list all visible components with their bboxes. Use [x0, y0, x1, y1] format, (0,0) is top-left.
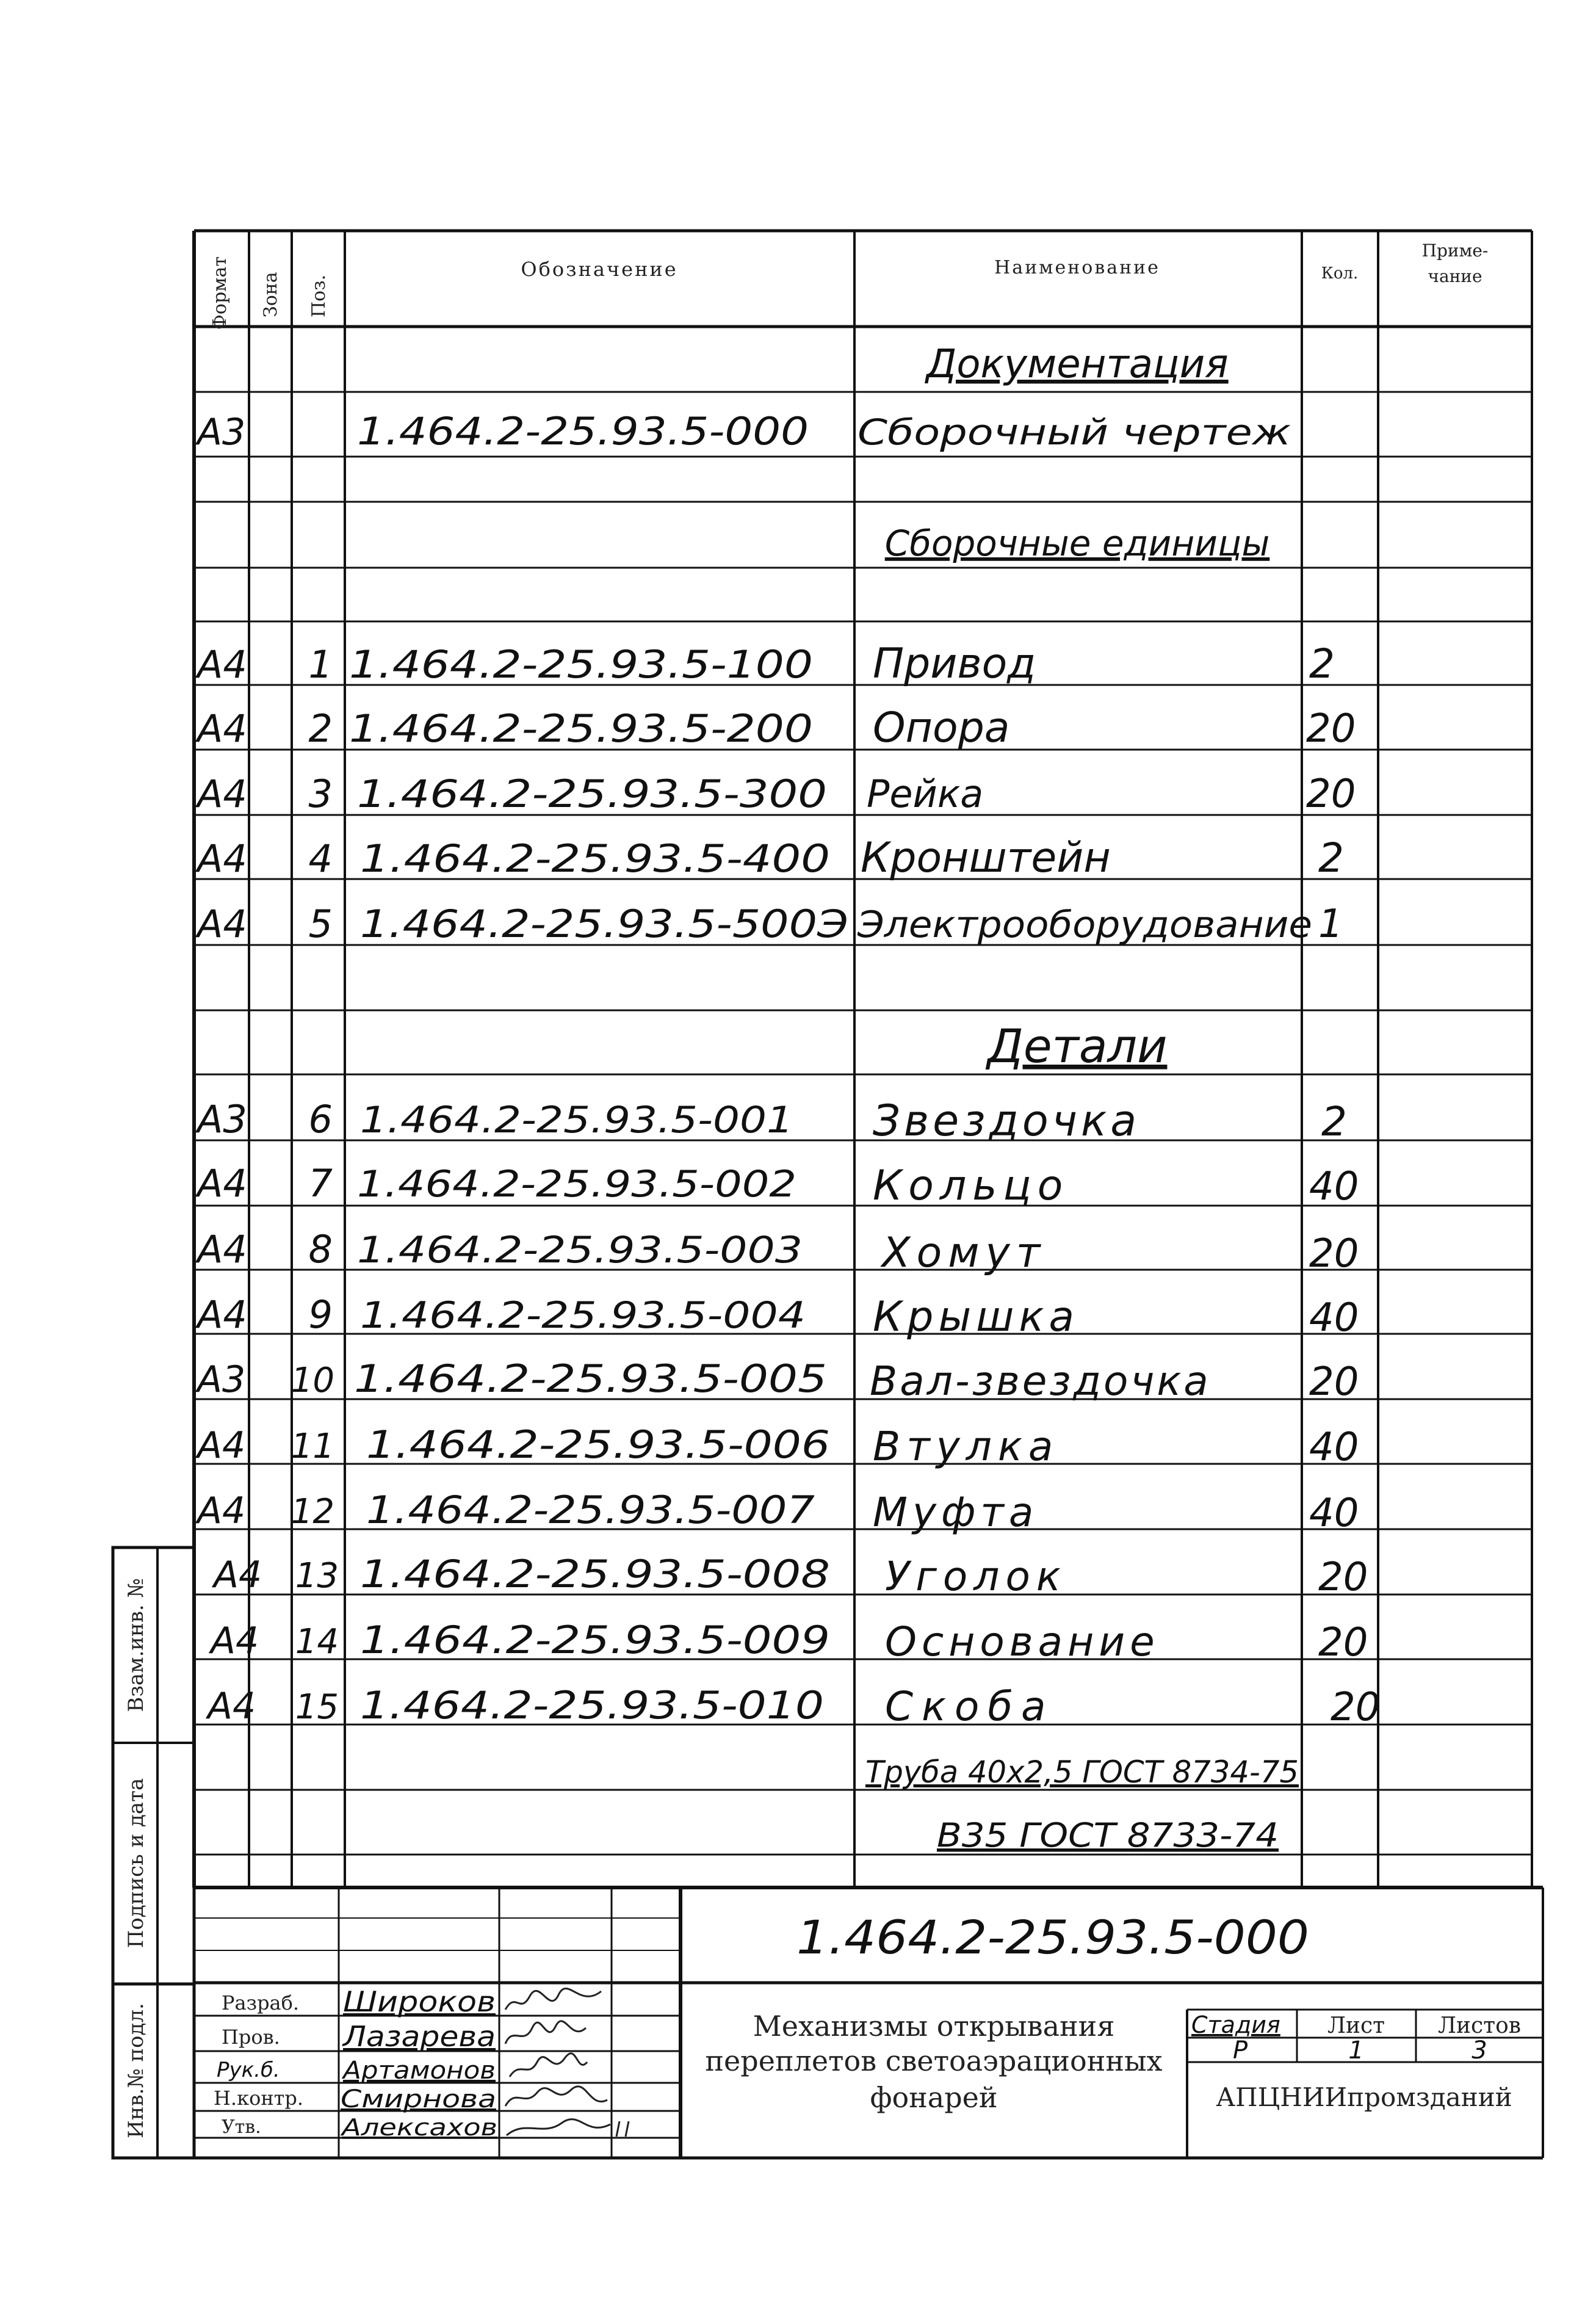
list-item-pos: 6: [308, 1097, 333, 1142]
list-item-qty: 40: [1309, 1491, 1359, 1536]
list-item-pos: 5: [308, 902, 333, 946]
header-pos: Поз.: [308, 274, 330, 317]
list-item-designation: 1.464.2-25.93.5-001: [360, 1099, 793, 1142]
header-note-line2: чание: [1428, 266, 1482, 286]
list-item-name: Крышка: [873, 1293, 1080, 1341]
part-rows: [195, 1096, 1380, 1730]
list-item-format: А4: [197, 1292, 247, 1337]
list-item-name: Электрооборудование: [856, 903, 1312, 946]
list-item-name: Скоба: [885, 1683, 1055, 1730]
list-item-format: А4: [208, 1685, 256, 1728]
side-label-replaced-inv: Взам.инв. №: [124, 1578, 148, 1712]
list-item-designation: 1.464.2-25.93.5-003: [357, 1229, 803, 1272]
list-item-format: А4: [211, 1620, 259, 1662]
list-item-designation: 1.464.2-25.93.5-004: [360, 1294, 806, 1337]
material-note-line1: Труба 40х2,5 ГОСТ 8734-75: [865, 1754, 1299, 1790]
title-block: [214, 1910, 1521, 2141]
list-item-format: А4: [197, 836, 247, 881]
list-item-format: А4: [197, 772, 247, 816]
list-item-name: Рейка: [867, 772, 984, 816]
list-item-designation: 1.464.2-25.93.5-008: [360, 1552, 830, 1596]
list-item-qty: 20: [1306, 772, 1356, 817]
list-item-qty: 20: [1318, 1620, 1368, 1665]
list-item-format: А3: [197, 1358, 246, 1401]
list-item-pos: 14: [295, 1622, 339, 1662]
list-item-name: Вал-звездочка: [870, 1358, 1211, 1405]
list-item-designation: 1.464.2-25.93.5-005: [354, 1356, 827, 1401]
section-documentation: Документация: [926, 342, 1229, 387]
list-item-qty: 20: [1331, 1685, 1381, 1730]
doc-format: А3: [197, 411, 246, 454]
list-item-pos: 3: [308, 772, 333, 816]
doc-name: Сборочный чертеж: [858, 411, 1291, 453]
side-label-inv-original: Инв.№ подл.: [124, 2003, 148, 2138]
list-item-designation: 1.464.2-25.93.5-100: [349, 642, 813, 687]
list-item-pos: 12: [291, 1492, 334, 1532]
list-item-designation: 1.464.2-25.93.5-006: [366, 1422, 830, 1467]
header-designation: Обозначение: [521, 258, 678, 281]
stage-value: Р: [1232, 2036, 1248, 2065]
doc-designation: 1.464.2-25.93.5-000: [357, 409, 809, 454]
list-item-designation: 1.464.2-25.93.5-002: [357, 1163, 796, 1206]
list-item-format: А4: [197, 1489, 246, 1532]
list-item-qty: 2: [1309, 640, 1335, 687]
list-item-name: Хомут: [882, 1229, 1047, 1277]
list-item-designation: 1.464.2-25.93.5-010: [360, 1683, 824, 1728]
list-item-format: А4: [197, 642, 247, 687]
list-item-qty: 40: [1309, 1295, 1359, 1341]
header-name: Наименование: [994, 257, 1160, 278]
table-header: [209, 241, 1488, 330]
list-item-designation: 1.464.2-25.93.5-007: [366, 1488, 815, 1532]
signature-scribble: [505, 1988, 601, 2010]
list-item-pos: 11: [291, 1427, 334, 1466]
list-item-pos: 15: [295, 1687, 339, 1727]
list-item-designation: 1.464.2-25.93.5-009: [360, 1618, 830, 1662]
list-item-format: А4: [197, 902, 247, 946]
list-item-pos: 9: [308, 1292, 333, 1337]
section-assembly-units: Сборочные единицы: [884, 523, 1270, 564]
signer-role: Пров.: [222, 2025, 280, 2049]
list-item-format: А4: [197, 706, 247, 751]
header-note-line1: Приме-: [1421, 241, 1489, 261]
list-item-designation: 1.464.2-25.93.5-500Э: [360, 902, 848, 946]
list-item-qty: 20: [1306, 706, 1356, 751]
list-item-qty: 40: [1309, 1164, 1359, 1209]
signer-name: Алексахов: [339, 2114, 497, 2141]
sheet-label: Лист: [1327, 2013, 1385, 2038]
signature-scribble: [505, 2021, 586, 2044]
list-item-pos: 8: [308, 1227, 333, 1272]
list-item-pos: 10: [291, 1361, 334, 1400]
list-item-qty: 20: [1309, 1231, 1359, 1276]
list-item-name: Кольцо: [873, 1162, 1069, 1210]
list-item-designation: 1.464.2-25.93.5-200: [349, 706, 813, 751]
side-label-sign-date: Подпись и дата: [124, 1778, 148, 1949]
title-line3: фонарей: [870, 2081, 998, 2114]
list-item-pos: 2: [308, 706, 333, 751]
list-item-format: А4: [197, 1227, 247, 1272]
header-format: Формат: [209, 256, 231, 330]
left-margin-labels: [124, 1578, 148, 2138]
list-item-name: Привод: [873, 640, 1036, 688]
signer-name: Широков: [343, 1985, 496, 2018]
list-item-name: Уголок: [885, 1553, 1067, 1600]
signer-role: Н.контр.: [214, 2087, 304, 2110]
list-item-pos: 4: [308, 836, 333, 881]
list-item-name: Основание: [885, 1618, 1160, 1665]
section-parts: Детали: [987, 1019, 1168, 1073]
list-item-format: А3: [197, 1097, 247, 1142]
signature-scribble: [505, 2087, 607, 2106]
document-code: 1.464.2-25.93.5-000: [796, 1910, 1309, 1964]
list-item-qty: 40: [1309, 1425, 1359, 1470]
list-item-pos: 13: [295, 1556, 339, 1596]
signer-role: Утв.: [222, 2116, 261, 2138]
header-qty: Кол.: [1321, 264, 1359, 283]
signer-role: Рук.б.: [217, 2058, 280, 2082]
header-zone: Зона: [260, 272, 281, 317]
material-note-line2: В35 ГОСТ 8733-74: [937, 1816, 1279, 1855]
list-item-name: Опора: [873, 704, 1010, 752]
list-item-name: Муфта: [873, 1489, 1039, 1536]
list-item-qty: 20: [1309, 1359, 1359, 1405]
signer-name: Смирнова: [341, 2085, 496, 2113]
signer-name: Лазарева: [341, 2020, 496, 2053]
signature-scribble: [510, 2054, 587, 2077]
stage-label: Стадия: [1191, 2011, 1280, 2038]
documentation-row: [195, 409, 1291, 454]
title-line2: переплетов светоаэрационных: [705, 2044, 1163, 2077]
title-line1: Механизмы открывания: [753, 2010, 1115, 2043]
list-item-format: А4: [214, 1554, 262, 1596]
list-item-pos: 1: [308, 642, 333, 687]
organization: АПЦНИИпромзданий: [1216, 2082, 1512, 2112]
list-item-designation: 1.464.2-25.93.5-300: [357, 772, 827, 816]
list-item-name: Втулка: [873, 1423, 1060, 1470]
signature-scribble: [507, 2119, 629, 2137]
list-item-name: Звездочка: [873, 1096, 1141, 1146]
list-item-qty: 2: [1318, 834, 1344, 881]
signer-role: Разраб.: [222, 1991, 300, 2014]
list-item-name: Кронштейн: [861, 834, 1111, 882]
material-note: [865, 1754, 1299, 1855]
list-item-qty: 20: [1318, 1555, 1368, 1600]
list-item-qty: 2: [1321, 1098, 1347, 1145]
signer-name: Артамонов: [341, 2057, 496, 2085]
list-item-qty: 1: [1318, 902, 1343, 947]
list-item-format: А4: [197, 1161, 247, 1206]
sheet-value: 1: [1348, 2036, 1364, 2065]
sheets-label: Листов: [1437, 2013, 1522, 2038]
list-item-designation: 1.464.2-25.93.5-400: [360, 836, 830, 881]
list-item-format: А4: [197, 1424, 246, 1467]
sheets-value: 3: [1471, 2036, 1487, 2065]
list-item-pos: 7: [308, 1161, 333, 1206]
